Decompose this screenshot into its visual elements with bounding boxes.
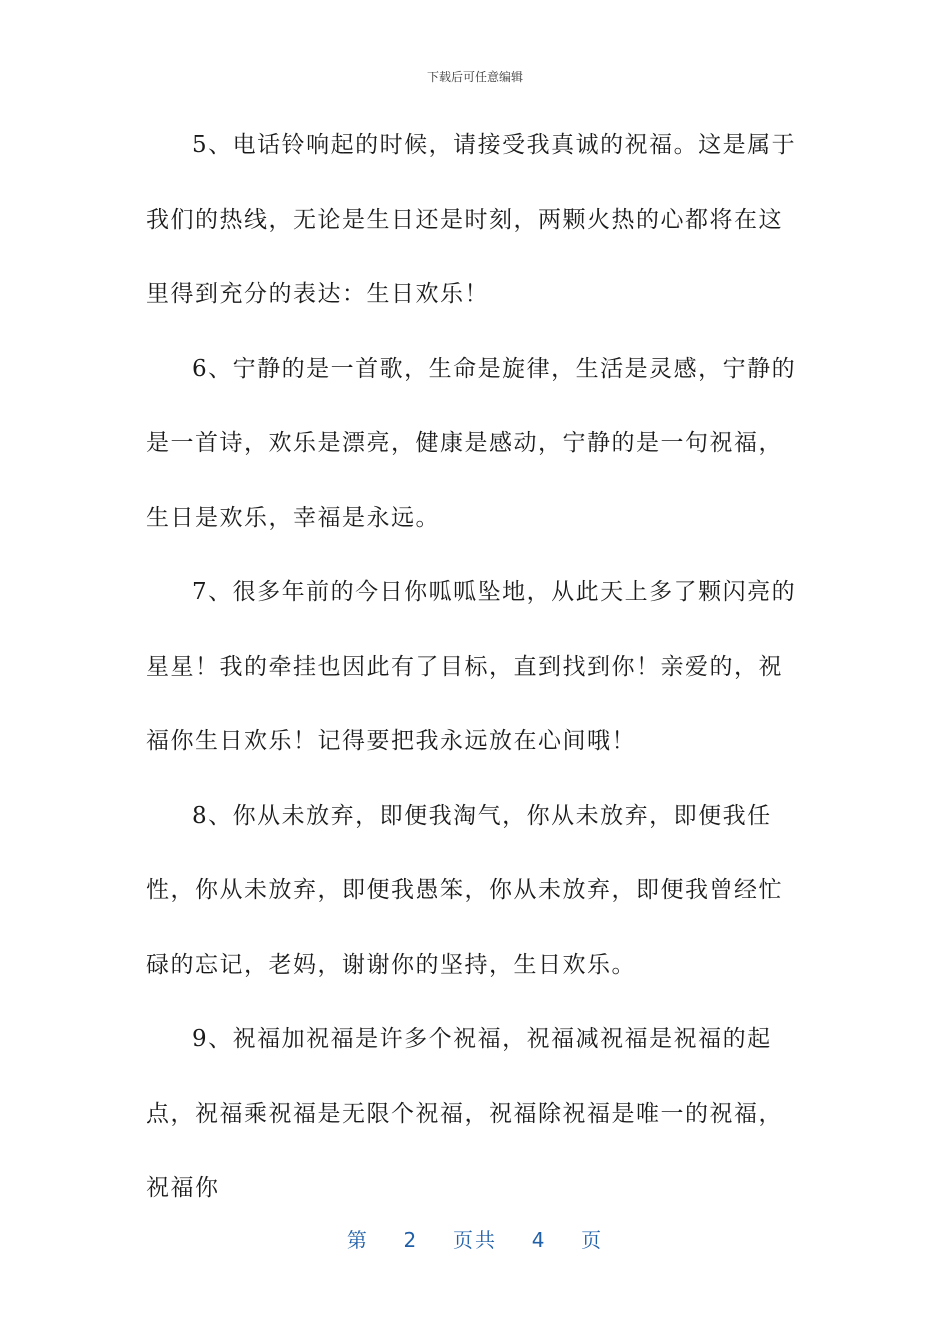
paragraph-7: 7、很多年前的今日你呱呱坠地，从此天上多了颗闪亮的星星！我的牵挂也因此有了目标，直到找到你！亲爱的，祝福你生日欢乐！记得要把我永远放在心间哦！ xyxy=(146,579,797,754)
paragraph-5: 5、电话铃响起的时候，请接受我真诚的祝福。这是属于我们的热线，无论是生日还是时刻，两颗火热的心都将在这里得到充分的表达：生日欢乐！ xyxy=(146,132,797,307)
page-middle: 页共 xyxy=(453,1228,497,1252)
page-suffix: 页 xyxy=(581,1228,604,1252)
page-prefix: 第 xyxy=(346,1228,369,1252)
paragraph-8: 8、你从未放弃，即便我淘气，你从未放弃，即便我任性，你从未放弃，即便我愚笨，你从未放弃，即便我曾经忙碌的忘记，老妈，谢谢你的坚持，生日欢乐。 xyxy=(146,802,783,978)
paragraph-6: 6、宁静的是一首歌，生命是旋律，生活是灵感，宁静的是一首诗，欢乐是漂亮，健康是感动，宁静的是一句祝福，生日是欢乐，幸福是永远。 xyxy=(146,355,797,531)
page-number-footer xyxy=(0,1224,950,1253)
page-current: 2 xyxy=(403,1228,419,1252)
page-header: 下载后可任意编辑 xyxy=(426,70,523,84)
paragraph-9: 9、祝福加祝福是许多个祝福，祝福减祝福是祝福的起点，祝福乘祝福是无限个祝福，祝福除祝福是唯一的祝福，祝福你 xyxy=(146,1026,783,1201)
document-body xyxy=(146,108,806,1226)
page-total: 4 xyxy=(531,1228,547,1252)
